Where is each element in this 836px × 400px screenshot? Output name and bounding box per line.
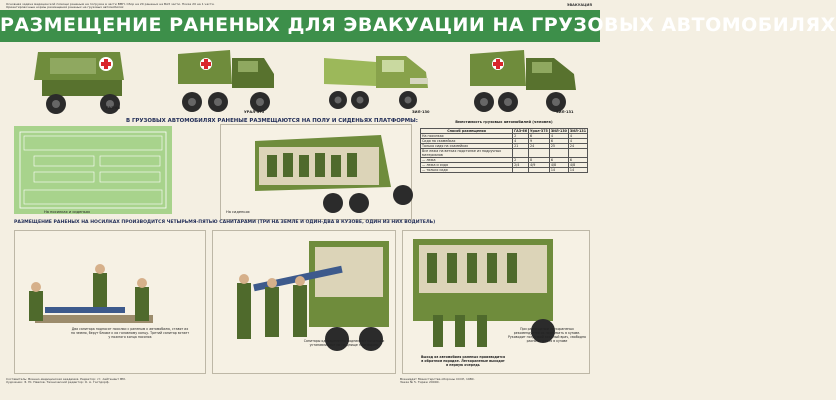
truck-label: ЗИЛ-130 [412, 110, 430, 114]
floor-plan-drawing [14, 126, 172, 214]
stretcher-panel-2 [212, 230, 396, 374]
header-note-line: Ориентировочные нормы размещения раненых на грузовых автомобилях [6, 5, 124, 10]
truck-ural375-illustration [168, 44, 288, 118]
seated-label: На сиденьях [226, 210, 250, 214]
caption-3: Выход из автомобиля раненых производится в обратном порядке. Легкораненые выходят в первую очередь [421, 355, 505, 367]
unloading-illustration [403, 231, 589, 373]
truck-row [20, 44, 588, 118]
truck-gaz66-illustration [20, 44, 140, 118]
truck-label: ГАЗ-66 [106, 106, 121, 110]
floor-plan-diagram [14, 126, 172, 214]
truck-zil130-illustration [316, 44, 436, 118]
footer-line: Заказ № 5. Тираж 20000. [400, 380, 440, 385]
capacity-table [420, 128, 588, 173]
footer-line: Составитель: Военно-медицинская академия. Редактор: ст. лейтенант ВМ. [6, 377, 126, 381]
capacity-table-title: Вместимость грузовых автомобилей (человек) [455, 120, 553, 124]
table-header: ЗИЛ-131 [569, 129, 586, 133]
truck-zil131-illustration [464, 44, 584, 118]
table-header: Способ размещения [421, 129, 513, 134]
truck-gaz66 [20, 44, 140, 118]
seated-panel [220, 124, 412, 220]
table-row: — только сидя 14 14 [421, 168, 588, 173]
section2-heading: РАЗМЕЩЕНИЕ РАНЕНЫХ НА НОСИЛКАХ ПРОИЗВОДИТСЯ ЧЕТЫРЬМЯ-ПЯТЬЮ САНИТАРАМИ (ТРИ НА ЗЕМЛЕ И ОДИН-ДВА В КУЗОВЕ, ОДИН ИЗ НИХ ВОДИТЕЛЬ) [14, 220, 436, 225]
poster-title: РАЗМЕЩЕНИЕ РАНЕНЫХ ДЛЯ ЭВАКУАЦИИ НА ГРУЗОВЫХ АВТОМОБИЛЯХ [0, 14, 836, 36]
table-row: Только сидя на скамейках 21 24 25 24 [421, 144, 588, 149]
header-note [6, 3, 336, 10]
truck-label: ЗИЛ-131 [556, 110, 574, 114]
caption-2: Санитары одновременно поднимают носилки и устанавливают их на днище платформы [303, 339, 385, 347]
truck-zil130 [316, 44, 436, 118]
footer-credits [6, 378, 296, 385]
footer-line: Художник: Э. Ю. Павлов. Технический редактор: О. А. Гастдорф. [6, 380, 110, 385]
footer-line: Воениздат Министерства обороны СССР, 1980. [400, 377, 475, 381]
caption-4: При размещении легкораненых рекомендуется их поднимать в кузове. Руководит погрузкой военный врач, свободно располагаются в кузове [508, 327, 586, 343]
table-row: — лежа 2 8 6 6 [421, 158, 588, 163]
plan-label: На носилках и сиденьях [44, 210, 91, 214]
footer [0, 374, 600, 400]
table-row: Все лежа на ветках подстилке из подручных материалов [421, 149, 588, 158]
header-note-line: Основная задача медицинской помощи раненым на погрузке в части ВМП. Сбор на 20 раненых на ВАЗ части. Показ 20 на 1 части. [6, 2, 215, 6]
stretcher-panel-1 [14, 230, 206, 374]
stretcher-panel-3 [402, 230, 590, 374]
truck-label: УРАЛ-375 [244, 110, 265, 114]
table-row: На носилках 2 6 4 4 [421, 134, 588, 139]
table-header: Урал-375 [530, 129, 548, 133]
table-row: Сидя на скамейках 4 9 6 4 [421, 139, 588, 144]
stretcher-ground-illustration [15, 231, 205, 373]
caption-1: Два санитара подносят носилки с раненым к автомобилю, ставят их на землю, берут ближе к их головному концу. Третий санитар встает у ножного конца носилок [70, 327, 190, 339]
stretcher-loading-illustration [213, 231, 395, 373]
seated-soldiers-illustration [221, 125, 411, 219]
table-header: ЗИЛ-130 [550, 129, 567, 133]
truck-zil131 [464, 44, 584, 118]
footer-publisher [400, 378, 590, 385]
truck-ural375 [168, 44, 288, 118]
table-header: ГАЗ-66 [514, 129, 528, 133]
table-row: — лежа и сидя 2/4 4/9 4/8 4/8 [421, 163, 588, 168]
header-category: ЭВАКУАЦИЯ [566, 3, 592, 7]
section1-heading: В ГРУЗОВЫХ АВТОМОБИЛЯХ РАНЕНЫЕ РАЗМЕЩАЮТСЯ НА ПОЛУ И СИДЕНЬЯХ ПЛАТФОРМЫ: [126, 118, 418, 124]
